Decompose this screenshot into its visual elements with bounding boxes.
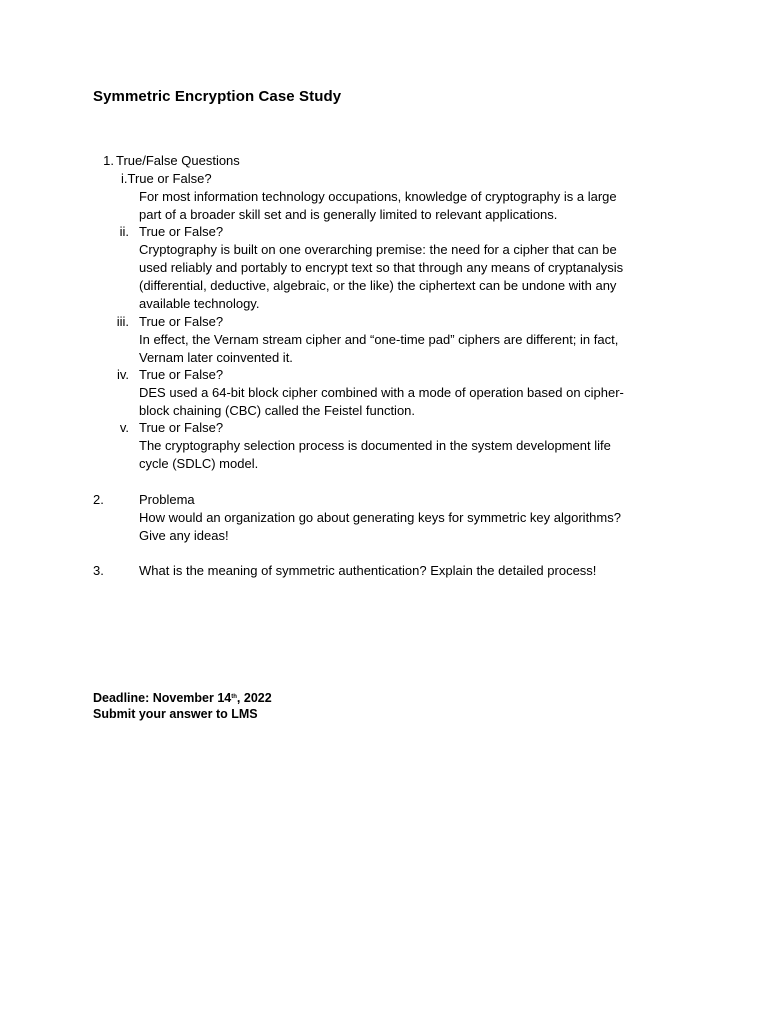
question-i-numeral: i.: [121, 171, 128, 186]
question-i-line: part of a broader skill set and is generally limited to relevant applications.: [139, 207, 558, 222]
section-2-line: How would an organization go about generating keys for symmetric key algorithms?: [139, 510, 621, 525]
question-iv-line: block chaining (CBC) called the Feistel function.: [139, 403, 416, 418]
section-3-number: 3.: [93, 563, 104, 578]
question-v-prompt: True or False?: [139, 420, 224, 435]
question-ii-prompt: True or False?: [139, 224, 224, 239]
question-ii-line: Cryptography is built on one overarching premise: the need for a cipher that can be: [139, 242, 617, 257]
question-iii-prompt: True or False?: [139, 314, 224, 329]
question-ii-line: used reliably and portably to encrypt text so that through any means of cryptanalysis: [139, 260, 624, 275]
question-iii-line: In effect, the Vernam stream cipher and “one-time pad” ciphers are different; in fact,: [139, 332, 619, 347]
question-iv-line: DES used a 64-bit block cipher combined with a mode of operation based on cipher-: [139, 385, 624, 400]
question-iii-numeral: iii.: [116, 314, 129, 329]
question-iv-prompt: True or False?: [139, 367, 224, 382]
deadline-date-suffix: th: [231, 694, 237, 700]
deadline-line: [93, 689, 272, 707]
question-ii-numeral: ii.: [119, 224, 129, 239]
section-2-number: 2.: [93, 492, 104, 507]
question-i-line: For most information technology occupations, knowledge of cryptography is a large: [139, 189, 617, 204]
section-1-heading: True/False Questions: [116, 153, 240, 168]
deadline-year: , 2022: [236, 691, 272, 705]
question-iv-numeral: iv.: [116, 367, 129, 382]
section-3-text: What is the meaning of symmetric authentication? Explain the detailed process!: [139, 563, 597, 578]
submit-instruction: Submit your answer to LMS: [93, 707, 258, 721]
section-1-number: 1.: [103, 153, 114, 168]
question-i-header: [121, 170, 212, 187]
question-ii-line: available technology.: [139, 296, 260, 311]
question-v-line: The cryptography selection process is documented in the system development life: [139, 438, 611, 453]
deadline-date: Deadline: November 14: [93, 691, 232, 705]
question-v-numeral: v.: [119, 420, 129, 435]
section-2-line: Give any ideas!: [139, 528, 229, 543]
question-v-line: cycle (SDLC) model.: [139, 456, 259, 471]
question-ii-line: (differential, deductive, algebraic, or the like) the ciphertext can be undone with any: [139, 278, 617, 293]
page-title: Symmetric Encryption Case Study: [93, 88, 342, 105]
question-iii-line: Vernam later coinvented it.: [139, 350, 293, 365]
section-2-heading: Problema: [139, 492, 195, 507]
question-i-prompt: True or False?: [127, 171, 212, 186]
